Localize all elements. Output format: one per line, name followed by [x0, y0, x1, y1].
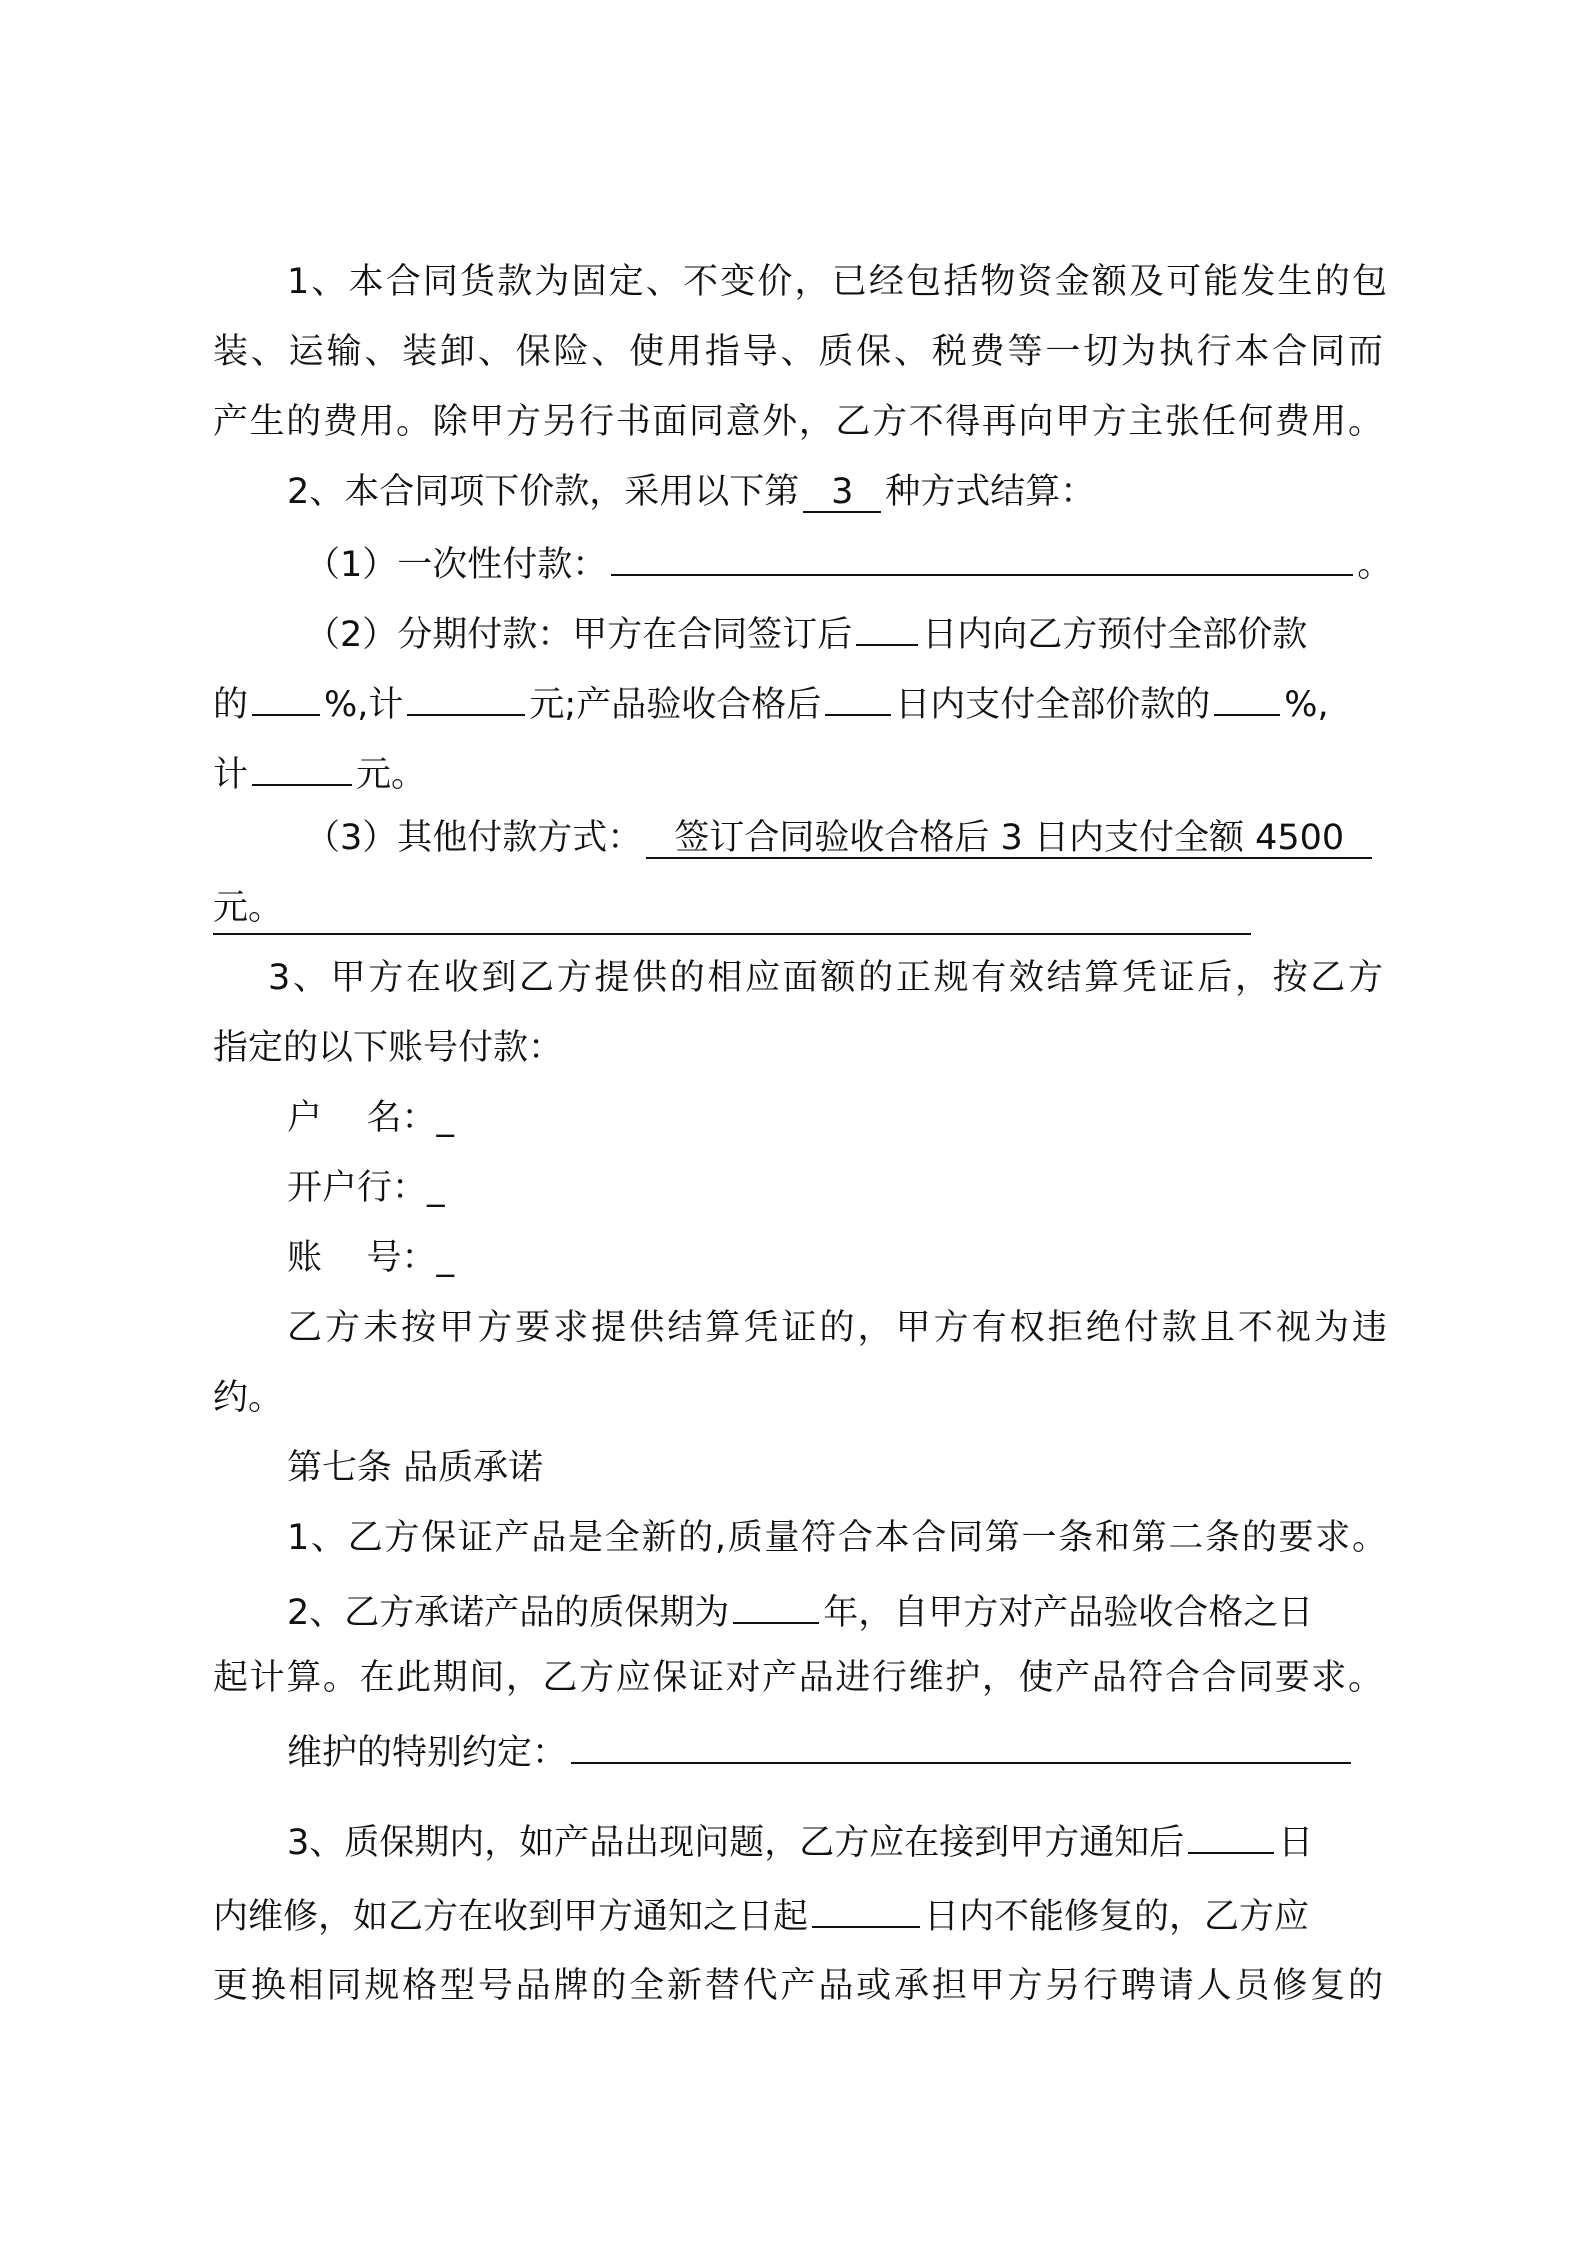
account-number-field[interactable]: _: [436, 1238, 455, 1278]
article-7-clause-1: 1、乙方保证产品是全新的,质量符合本合同第一条和第二条的要求。: [287, 1518, 1387, 1558]
option-2-text-f: 日内支付全部价款的: [895, 685, 1211, 725]
clause-1-line-2: 装、运输、装卸、保险、使用指导、质保、税费等一切为执行本合同而: [213, 332, 1383, 372]
prepay-percent-field[interactable]: [252, 676, 320, 716]
account-number-label: 账 号：: [287, 1238, 437, 1278]
maintenance-field[interactable]: [571, 1724, 1351, 1764]
option-2-line-2: [213, 676, 1383, 724]
maintenance-label: 维护的特别约定：: [287, 1733, 568, 1773]
clause-3-line-4: 约。: [213, 1378, 284, 1418]
clause-2-suffix: 种方式结算：: [885, 472, 1096, 512]
option-2-text-e: 元;产品验收合格后: [529, 685, 822, 725]
maintenance-line: [287, 1724, 1387, 1772]
prepay-amount-field[interactable]: [407, 676, 525, 716]
option-2-text-b: 日内向乙方预付全部价款: [922, 615, 1308, 655]
article-7-clause-3-line-3: 更换相同规格型号品牌的全新替代产品或承担甲方另行聘请人员修复的: [213, 1966, 1383, 2006]
article-7-clause-3-line-1: [287, 1814, 1387, 1862]
clause-2-prefix: 2、本合同项下价款，采用以下第: [287, 472, 800, 512]
option-3-line-1: [305, 814, 1385, 862]
clause-3-line-3: 乙方未按甲方要求提供结算凭证的，甲方有权拒绝付款且不视为违: [287, 1308, 1387, 1348]
option-1-label: （1）一次性付款：: [305, 545, 608, 585]
account-name-line: [287, 1094, 1387, 1142]
option-2-text-i: 元。: [356, 755, 427, 795]
clause-3-text-d: 日内不能修复的，乙方应: [924, 1897, 1310, 1937]
option-3-continuation-rule: [213, 933, 1251, 935]
other-payment-field[interactable]: 签订合同验收合格后 3 日内支付全额 4500: [646, 819, 1372, 859]
account-name-field[interactable]: _: [436, 1098, 455, 1138]
article-7-clause-2-line-1: [287, 1584, 1387, 1632]
clause-3-text-b: 日: [1278, 1823, 1314, 1863]
clause-2-text-b: 年，自甲方对产品验收合格之日: [823, 1593, 1314, 1633]
method-number-field[interactable]: 3: [803, 473, 881, 513]
account-number-line: [287, 1234, 1387, 1282]
clause-1-line-3: 产生的费用。除甲方另行书面同意外，乙方不得再向甲方主张任何费用。: [213, 402, 1383, 442]
bank-label: 开户行：: [287, 1168, 428, 1208]
option-2-text-g: %,: [1284, 685, 1329, 725]
clause-2-text-a: 2、乙方承诺产品的质保期为: [287, 1593, 730, 1633]
lump-sum-field[interactable]: [611, 536, 1353, 576]
clause-3-line-1: 3、甲方在收到乙方提供的相应面额的正规有效结算凭证后，按乙方: [268, 958, 1383, 998]
bank-field[interactable]: _: [427, 1168, 445, 1208]
article-7-title: 第七条 品质承诺: [287, 1448, 544, 1488]
repair-limit-days-field[interactable]: [812, 1888, 920, 1928]
option-2-line-3: [213, 746, 1383, 794]
account-name-label: 户 名：: [287, 1098, 437, 1138]
option-2-line-1: [305, 606, 1385, 654]
clause-3-text-c: 内维修，如乙方在收到甲方通知之日起: [213, 1897, 809, 1937]
clause-3-line-2: 指定的以下账号付款：: [213, 1028, 564, 1068]
article-7-clause-3-line-2: [213, 1888, 1383, 1936]
clause-2-line: [287, 468, 1387, 516]
option-2-text-h: 计: [213, 755, 249, 795]
option-2-text-a: （2）分期付款：甲方在合同签订后: [305, 615, 853, 655]
clause-3-text-a: 3、质保期内，如产品出现问题，乙方应在接到甲方通知后: [287, 1823, 1185, 1863]
option-2-text-d: %,计: [324, 685, 404, 725]
bank-line: [287, 1164, 1387, 1212]
final-pay-days-field[interactable]: [825, 676, 891, 716]
warranty-years-field[interactable]: [733, 1584, 819, 1624]
final-pay-amount-field[interactable]: [252, 746, 352, 786]
final-pay-percent-field[interactable]: [1214, 676, 1280, 716]
prepay-days-field[interactable]: [856, 606, 918, 646]
option-1-line: [305, 536, 1393, 585]
clause-1-line-1: 1、本合同货款为固定、不变价，已经包括物资金额及可能发生的包: [287, 262, 1387, 302]
article-7-clause-2-line-2: 起计算。在此期间，乙方应保证对产品进行维护，使产品符合合同要求。: [213, 1658, 1383, 1698]
option-1-end: 。: [1357, 545, 1393, 585]
repair-notice-days-field[interactable]: [1188, 1814, 1274, 1854]
option-3-line-2: 元。: [213, 888, 284, 928]
option-2-text-c: 的: [213, 685, 249, 725]
option-3-label: （3）其他付款方式：: [305, 818, 643, 858]
